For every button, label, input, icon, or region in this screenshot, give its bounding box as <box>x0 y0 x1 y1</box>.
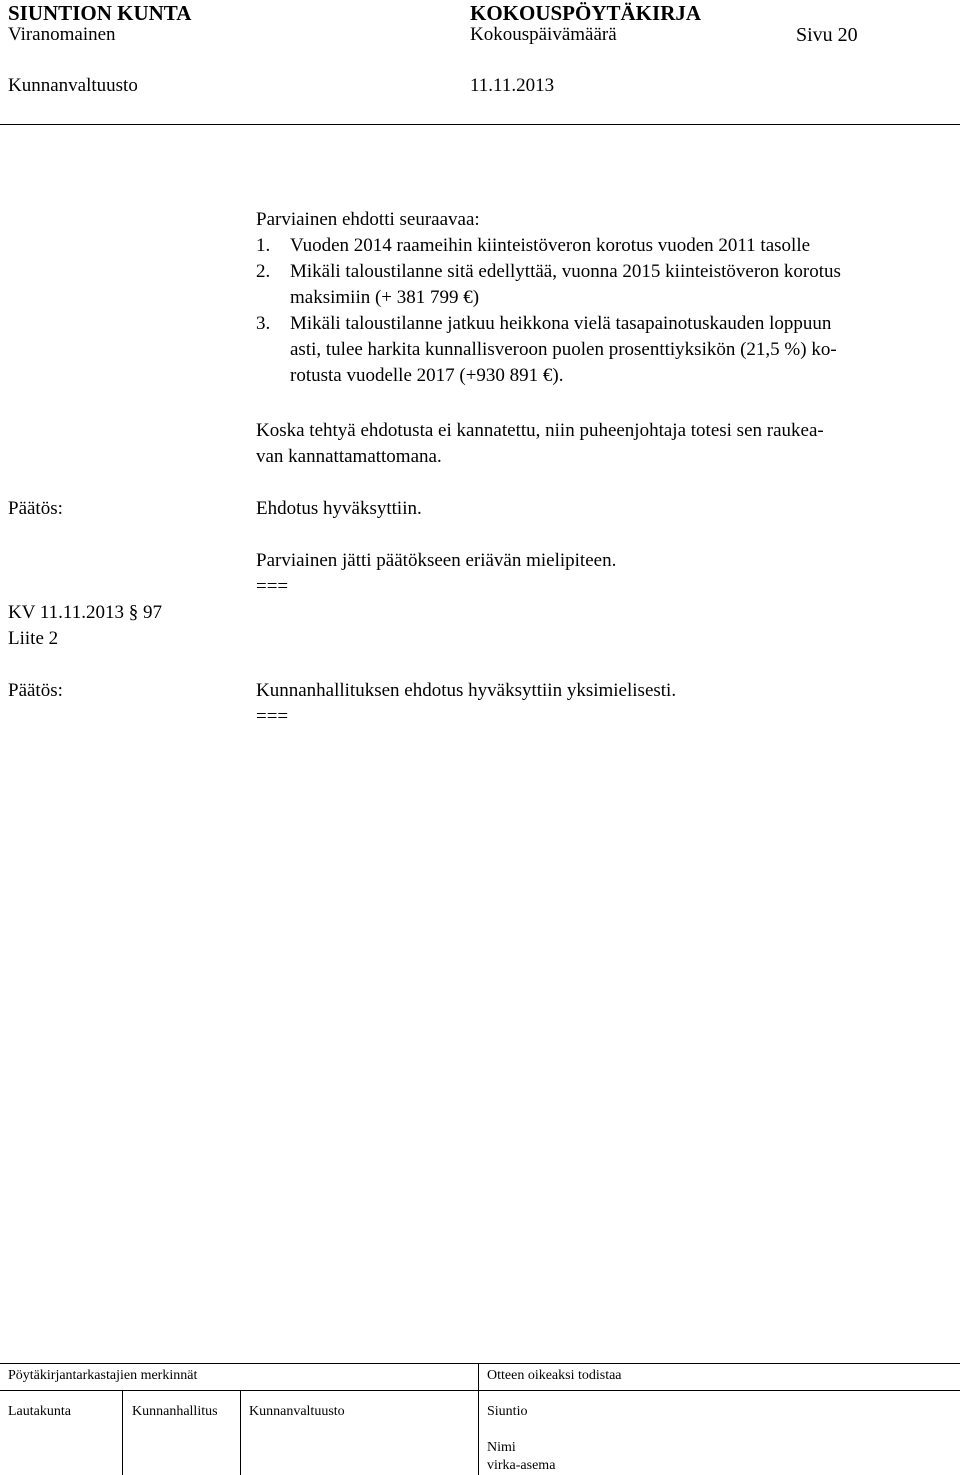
section-separator: === <box>256 706 289 727</box>
list-item-text: maksimiin (+ 381 799 €) <box>290 287 480 308</box>
note-paragraph-line: Koska tehtyä ehdotusta ei kannatettu, niin puheenjohtaja totesi sen raukea- <box>256 420 824 441</box>
page-number: Sivu 20 <box>796 24 858 46</box>
footer-top-rule <box>0 1363 960 1364</box>
list-item-number: 1. <box>256 235 271 256</box>
decision-text: Kunnanhallituksen ehdotus hyväksyttiin yksimielisesti. <box>256 680 677 701</box>
footer-cell-divider <box>240 1390 241 1475</box>
decision-label: Päätös: <box>8 680 63 701</box>
list-item-text: Mikäli taloustilanne jatkuu heikkona vielä tasapainotuskauden loppuun <box>290 313 832 334</box>
authority-label: Viranomainen <box>8 24 116 45</box>
list-item <box>0 311 960 389</box>
reviewers-label: Pöytäkirjantarkastajien merkinnät <box>8 1368 198 1383</box>
dissent-text: Parviainen jätti päätökseen eriävän mielipiteen. <box>256 550 617 571</box>
note-paragraph-line: van kannattamattomana. <box>256 446 442 467</box>
board-kunnanvaltuusto: Kunnanvaltuusto <box>249 1404 345 1419</box>
municipality-name: SIUNTION KUNTA <box>8 1 192 25</box>
authority-name: Kunnanvaltuusto <box>8 75 138 96</box>
decision-text: Ehdotus hyväksyttiin. <box>256 498 422 519</box>
section-separator: === <box>256 576 289 597</box>
footer-column-divider <box>478 1363 479 1475</box>
footer-cell-divider <box>122 1390 123 1475</box>
list-item-text: asti, tulee harkita kunnallisveroon puolen prosenttiyksikön (21,5 %) ko- <box>290 339 837 360</box>
list-item <box>0 259 960 311</box>
meeting-date: 11.11.2013 <box>470 75 555 96</box>
meeting-date-label: Kokouspäivämäärä <box>470 24 617 45</box>
certified-label: Otteen oikeaksi todistaa <box>487 1368 622 1383</box>
list-item-text: rotusta vuodelle 2017 (+930 891 €). <box>290 365 564 386</box>
list-item-text: Mikäli taloustilanne sitä edellyttää, vuonna 2015 kiinteistöveron korotus <box>290 261 841 282</box>
board-kunnanhallitus: Kunnanhallitus <box>132 1404 218 1419</box>
list-item-text: Vuoden 2014 raameihin kiinteistöveron korotus vuoden 2011 tasolle <box>290 235 811 256</box>
document-type: KOKOUSPÖYTÄKIRJA <box>470 1 702 25</box>
list-item-number: 3. <box>256 313 271 334</box>
proposal-intro: Parviainen ehdotti seuraavaa: <box>256 209 480 230</box>
signer-name-label: Nimi <box>487 1440 516 1455</box>
reference-line: KV 11.11.2013 § 97 <box>8 602 162 623</box>
list-item <box>0 233 960 259</box>
certification-place: Siuntio <box>487 1404 528 1419</box>
footer-row-rule <box>0 1390 960 1391</box>
header-divider <box>0 124 960 125</box>
attachment-ref: Liite 2 <box>8 628 59 649</box>
board-lautakunta: Lautakunta <box>8 1404 71 1419</box>
decision-label: Päätös: <box>8 498 63 519</box>
signer-position-label: virka-asema <box>487 1458 556 1473</box>
list-item-number: 2. <box>256 261 271 282</box>
